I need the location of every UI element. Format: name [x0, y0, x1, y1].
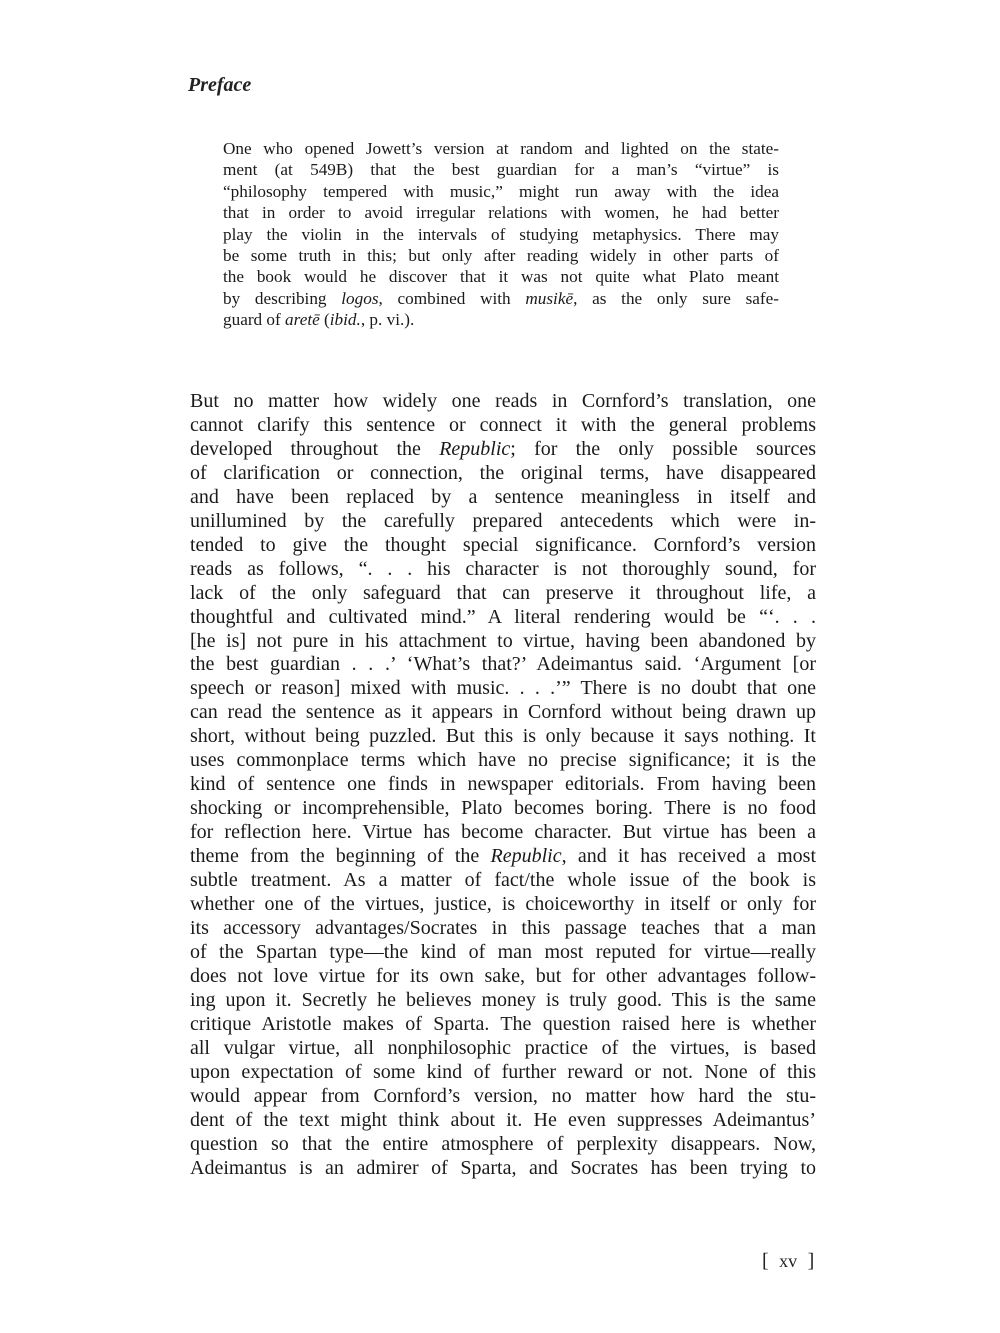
body-line: its accessory advantages/Socrates in this passage teaches that a man — [190, 916, 816, 939]
body-line: shocking or incomprehensible, Plato becomes boring. There is no food — [190, 797, 816, 820]
text-run: by describing — [223, 288, 342, 308]
folio-close-bracket: ] — [807, 1250, 815, 1272]
body-line: reads as follows, “. . . his character is not thoroughly sound, for — [190, 557, 816, 580]
body-line: short, without being puzzled. But this is only because it says nothing. It — [190, 725, 816, 748]
text-run: guard of — [223, 310, 286, 330]
text-run: , p. vi.). — [360, 310, 415, 330]
folio-number: xv — [779, 1251, 798, 1271]
text-run: , as the only sure safe- — [573, 288, 779, 308]
quote-line — [223, 309, 779, 330]
body-line: upon expectation of some kind of further reward or not. None of this — [190, 1060, 816, 1083]
body-line: uses commonplace terms which have no precise significance; it is the — [190, 749, 816, 772]
body-line: unillumined by the carefully prepared antecedents which were in- — [190, 509, 816, 532]
italic-term-musike: musikē — [525, 288, 574, 308]
quote-line: the book would he discover that it was not quite what Plato meant — [223, 267, 779, 287]
body-paragraph — [190, 390, 816, 1180]
body-line: can read the sentence as it appears in Cornford without being drawn up — [190, 701, 816, 724]
body-line: of clarification or connection, the original terms, have disappeared — [190, 461, 816, 484]
body-line: Adeimantus is an admirer of Sparta, and Socrates has been trying to — [190, 1156, 816, 1179]
quote-line: be some truth in this; but only after reading widely in other parts of — [223, 246, 779, 266]
italic-term-arete: aretē — [285, 310, 320, 330]
running-head: Preface — [188, 74, 252, 96]
body-line: whether one of the virtues, justice, is choiceworthy in itself or only for — [190, 893, 816, 916]
body-line: of the Spartan type—the kind of man most reputed for virtue—really — [190, 940, 816, 963]
italic-term-logos: logos — [341, 288, 379, 308]
body-line: critique Aristotle makes of Sparta. The question raised here is whether — [190, 1012, 816, 1035]
body-line: and have been replaced by a sentence meaningless in itself and — [190, 485, 816, 508]
body-line — [190, 438, 816, 462]
body-line: speech or reason] mixed with music. . . .’” There is no doubt that one — [190, 677, 816, 700]
body-line: would appear from Cornford’s version, no matter how hard the stu- — [190, 1084, 816, 1107]
quote-line: play the violin in the intervals of studying metaphysics. There may — [223, 224, 779, 244]
italic-title-republic: Republic — [490, 845, 562, 868]
body-line: dent of the text might think about it. He even suppresses Adeimantus’ — [190, 1108, 816, 1131]
text-run: theme from the beginning of the — [190, 845, 491, 868]
text-run: ; for the only possible sources — [510, 437, 816, 460]
body-line: lack of the only safeguard that can preserve it throughout life, a — [190, 581, 816, 604]
body-line: thoughtful and cultivated mind.” A literal rendering would be “‘. . . — [190, 605, 816, 628]
italic-ibid: ibid. — [329, 310, 361, 330]
text-run: ( — [319, 310, 330, 330]
body-line: ing upon it. Secretly he believes money is truly good. This is the same — [190, 988, 816, 1011]
body-line: the best guardian . . .’ ‘What’s that?’ Adeimantus said. ‘Argument [or — [190, 653, 816, 676]
body-line: But no matter how widely one reads in Cornford’s translation, one — [190, 390, 816, 412]
quote-line: ment (at 549B) that the best guardian for a man’s “virtue” is — [223, 160, 779, 180]
text-run: developed throughout the — [190, 437, 440, 460]
text-run: , and it has received a most — [561, 845, 816, 868]
body-line: question so that the entire atmosphere of perplexity disappears. Now, — [190, 1132, 816, 1155]
body-line: subtle treatment. As a matter of fact/the whole issue of the book is — [190, 869, 816, 892]
text-run: , combined with — [378, 288, 526, 308]
body-line: [he is] not pure in his attachment to virtue, having been abandoned by — [190, 629, 816, 652]
quote-line: One who opened Jowett’s version at random and lighted on the state- — [223, 139, 779, 158]
quote-line: “philosophy tempered with music,” might run away with the idea — [223, 181, 779, 201]
body-line: does not love virtue for its own sake, but for other advantages follow- — [190, 964, 816, 987]
quote-line — [223, 288, 779, 309]
italic-title-republic: Republic — [439, 437, 511, 460]
page-number — [762, 1250, 814, 1273]
body-line: for reflection here. Virtue has become character. But virtue has been a — [190, 821, 816, 844]
block-quote — [223, 138, 779, 331]
body-line — [190, 845, 816, 869]
body-line: kind of sentence one finds in newspaper editorials. From having been — [190, 773, 816, 796]
body-line: all vulgar virtue, all nonphilosophic practice of the virtues, is based — [190, 1036, 816, 1059]
body-line: tended to give the thought special significance. Cornford’s version — [190, 533, 816, 556]
quote-line: that in order to avoid irregular relations with women, he had better — [223, 203, 779, 223]
body-line: cannot clarify this sentence or connect it with the general problems — [190, 413, 816, 436]
folio-open-bracket: [ — [762, 1250, 769, 1272]
